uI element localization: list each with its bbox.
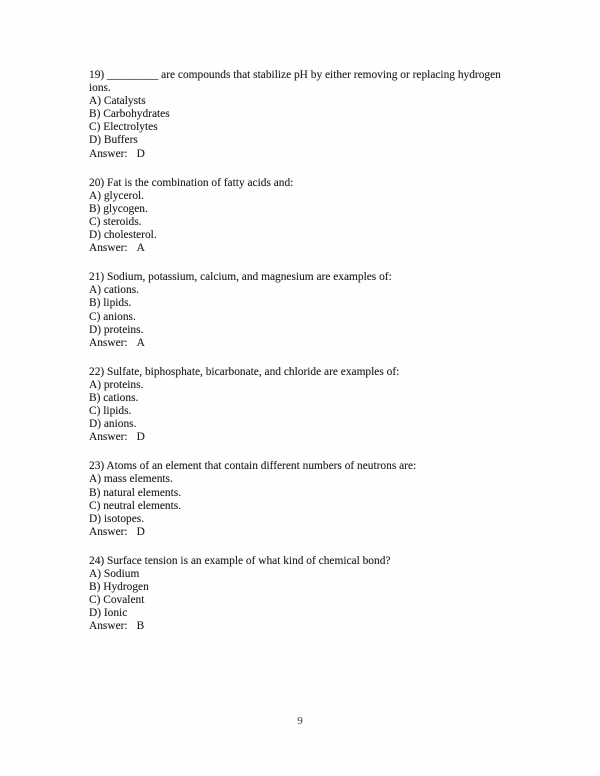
answer-value: A bbox=[136, 336, 145, 349]
option-line: A) Catalysts bbox=[89, 95, 146, 108]
option-line: B) lipids. bbox=[89, 297, 132, 310]
option-line: C) lipids. bbox=[89, 405, 132, 418]
option-line: D) cholesterol. bbox=[89, 229, 157, 242]
question-block bbox=[89, 271, 567, 350]
option-line: C) Covalent bbox=[89, 594, 145, 607]
option-line: B) cations. bbox=[89, 391, 139, 404]
option-line: A) proteins. bbox=[89, 378, 144, 391]
question-text: ions. bbox=[89, 82, 111, 95]
option-line: A) mass elements. bbox=[89, 473, 173, 486]
option-line: B) natural elements. bbox=[89, 486, 182, 499]
questions-list bbox=[89, 69, 567, 649]
question-text: 20) Fat is the combination of fatty acids and: bbox=[89, 176, 294, 189]
question-block bbox=[89, 366, 567, 445]
answer-line bbox=[89, 337, 567, 350]
answer-line bbox=[89, 148, 567, 161]
option-line: B) glycogen. bbox=[89, 202, 148, 215]
option-line: C) neutral elements. bbox=[89, 499, 182, 512]
answer-line bbox=[89, 431, 567, 444]
answer-value: B bbox=[136, 620, 145, 633]
option-line: C) Electrolytes bbox=[89, 121, 158, 134]
option-line: A) Sodium bbox=[89, 568, 140, 580]
question-block bbox=[89, 460, 567, 539]
option-line: D) proteins. bbox=[89, 323, 144, 336]
option-line: B) Hydrogen bbox=[89, 581, 149, 594]
option-line: C) steroids. bbox=[89, 215, 142, 228]
answer-label: Answer: bbox=[89, 620, 128, 633]
answer-label: Answer: bbox=[89, 431, 128, 444]
question-block bbox=[89, 69, 567, 161]
answer-label: Answer: bbox=[89, 147, 128, 160]
question-text: 24) Surface tension is an example of what kind of chemical bond? bbox=[89, 554, 391, 567]
option-line: A) cations. bbox=[89, 284, 139, 297]
answer-value: D bbox=[136, 147, 145, 160]
question-block bbox=[89, 555, 567, 634]
question-block bbox=[89, 177, 567, 256]
answer-line bbox=[89, 620, 567, 633]
option-line: C) anions. bbox=[89, 310, 136, 323]
question-text: 21) Sodium, potassium, calcium, and magnesium are examples of: bbox=[89, 271, 392, 284]
page-number: 9 bbox=[297, 715, 303, 727]
option-line: D) isotopes. bbox=[89, 512, 145, 525]
answer-line bbox=[89, 526, 567, 539]
answer-line bbox=[89, 242, 567, 255]
option-line: D) anions. bbox=[89, 418, 137, 431]
answer-label: Answer: bbox=[89, 336, 128, 349]
option-line: B) Carbohydrates bbox=[89, 108, 170, 121]
option-line: D) Ionic bbox=[89, 607, 128, 620]
answer-value: D bbox=[136, 525, 145, 538]
question-text: 19) _________ are compounds that stabilize pH by either removing or replacing hydrogen bbox=[89, 69, 501, 81]
question-text: 23) Atoms of an element that contain different numbers of neutrons are: bbox=[89, 460, 417, 473]
option-line: A) glycerol. bbox=[89, 189, 145, 202]
answer-label: Answer: bbox=[89, 242, 128, 255]
answer-label: Answer: bbox=[89, 525, 128, 538]
question-text: 22) Sulfate, biphosphate, bicarbonate, and chloride are examples of: bbox=[89, 365, 400, 378]
option-line: D) Buffers bbox=[89, 134, 138, 147]
answer-value: A bbox=[136, 242, 145, 255]
answer-value: D bbox=[136, 431, 145, 444]
